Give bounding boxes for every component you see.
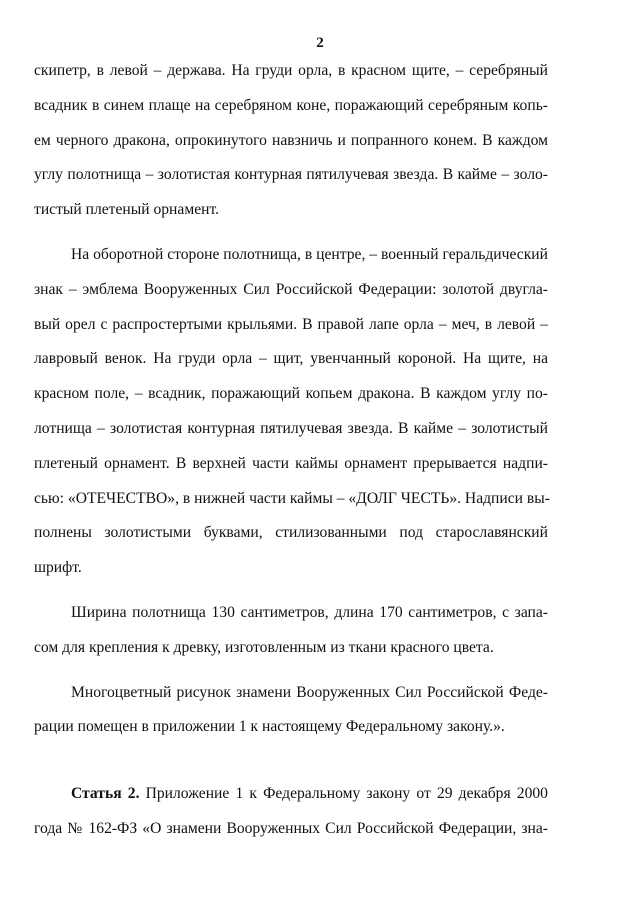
text-line: сью: «ОТЕЧЕСТВО», в нижней части каймы – «ДОЛГ ЧЕСТЬ». Надписи вы- <box>34 489 550 507</box>
article-text: Приложение 1 к Федеральному закону от 29 декабря 2000 <box>145 785 548 803</box>
text-line: вый орел с распростертыми крыльями. В правой лапе орла – меч, в левой – <box>34 315 548 333</box>
article-heading-line <box>34 777 548 812</box>
paragraph-1 <box>34 54 548 228</box>
document-body <box>34 54 548 847</box>
article-2 <box>34 777 548 847</box>
text-line: лотнища – золотистая контурная пятилучевая звезда. В кайме – золотистый <box>34 419 548 437</box>
paragraph-gap <box>34 666 548 676</box>
paragraph-3 <box>34 596 548 666</box>
text-line: сом для крепления к древку, изготовленным из ткани красного цвета. <box>34 638 494 656</box>
article-label: Статья 2. <box>71 785 140 803</box>
text-line: углу полотнища – золотистая контурная пятилучевая звезда. В кайме – золо- <box>34 166 548 184</box>
text-line: тистый плетеный орнамент. <box>34 201 220 219</box>
text-line: скипетр, в левой – держава. На груди орла, в красном щите, – серебряный <box>34 62 548 79</box>
text-line: плетеный орнамент. В верхней части каймы орнамент прерывается надпи- <box>34 454 548 472</box>
text-line: шрифт. <box>34 559 82 577</box>
text-line: рации помещен в приложении 1 к настоящему Федеральному закону.». <box>34 718 505 736</box>
paragraph-2 <box>34 238 548 586</box>
text-line: полнены золотистыми буквами, стилизованными под старославянский <box>34 524 548 542</box>
text-line: Многоцветный рисунок знамени Вооруженных Сил Российской Феде- <box>71 683 548 701</box>
text-line: ем черного дракона, опрокинутого навзничь и попранного конем. В каждом <box>34 131 548 149</box>
page-number: 2 <box>316 35 324 51</box>
text-line: лавровый венок. На груди орла – щит, увенчанный короной. На щите, на <box>34 350 548 368</box>
text-line: всадник в синем плаще на серебряном коне, поражающий серебряным копь- <box>34 96 548 114</box>
text-line: года № 162-ФЗ «О знамени Вооруженных Сил Российской Федерации, зна- <box>34 819 548 837</box>
text-line: красном поле, – всадник, поражающий копьем дракона. В каждом углу по- <box>34 385 548 403</box>
paragraph-4 <box>34 676 548 746</box>
paragraph-gap <box>34 228 548 238</box>
text-line: Ширина полотнища 130 сантиметров, длина 170 сантиметров, с запа- <box>71 603 548 621</box>
paragraph-gap <box>34 586 548 596</box>
text-line: знак – эмблема Вооруженных Сил Российской Федерации: золотой двугла- <box>34 280 548 298</box>
section-gap <box>34 745 548 777</box>
text-line: На оборотной стороне полотнища, в центре, – военный геральдический <box>71 245 548 263</box>
